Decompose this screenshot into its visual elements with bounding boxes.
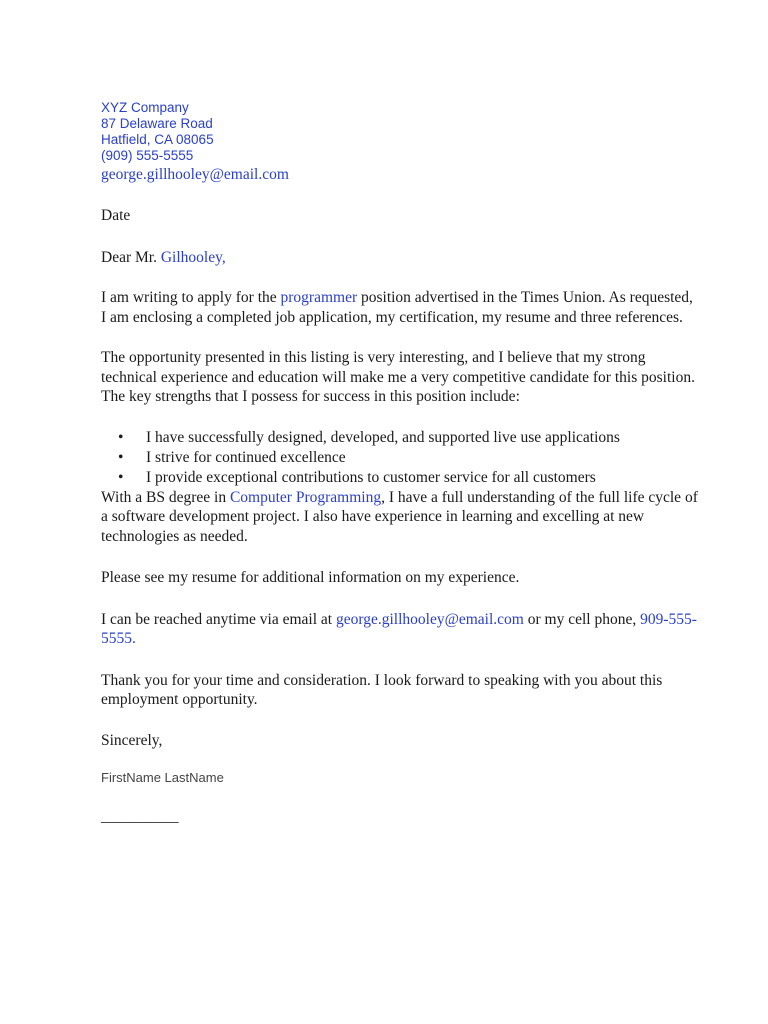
address-email-link[interactable]: george.gillhooley@email.com <box>101 166 289 183</box>
list-item <box>101 448 701 468</box>
contact-text-before: I can be reached anytime via email at <box>101 610 336 628</box>
list-item-text: I have successfully designed, developed, and supported live use applications <box>146 428 620 446</box>
closing: Sincerely, <box>101 731 163 749</box>
list-item <box>101 468 701 488</box>
opening-text-after: position advertised in the Times Union. As requested, I am enclosing a completed job application, my certification, my resume and three references. <box>101 289 693 326</box>
recipient-name-link[interactable]: Gilhooley, <box>160 248 226 266</box>
opening-paragraph <box>101 288 701 327</box>
list-item-text: I strive for continued excellence <box>146 448 346 466</box>
salutation-prefix: Dear Mr. <box>101 248 161 266</box>
opening-text-before: I am writing to apply for the <box>101 289 281 306</box>
position-link[interactable]: programmer <box>280 289 358 306</box>
strengths-list <box>101 428 701 488</box>
salutation <box>101 248 701 268</box>
contact-phone-link[interactable]: 909-555-5555. <box>101 610 697 647</box>
degree-paragraph <box>101 488 701 547</box>
bullet-icon: • <box>118 468 124 486</box>
thank-you-paragraph: Thank you for your time and consideration. I look forward to speaking with you about this employment opportunity. <box>101 671 663 708</box>
city-state-zip: Hatfield, CA 08065 <box>101 132 214 147</box>
contact-paragraph <box>101 610 701 649</box>
contact-text-middle: or my cell phone, <box>523 610 641 628</box>
sender-address <box>101 100 701 164</box>
cover-letter <box>101 100 701 826</box>
list-item-text: I provide exceptional contributions to customer service for all customers <box>146 468 596 486</box>
bullet-icon: • <box>118 448 124 466</box>
degree-text-before: With a BS degree in <box>101 488 230 506</box>
phone-number: (909) 555-5555 <box>101 148 194 163</box>
list-item <box>101 428 701 448</box>
degree-link[interactable]: Computer Programming <box>229 488 382 506</box>
signer-name: FirstName LastName <box>101 770 224 785</box>
street-address: 87 Delaware Road <box>101 116 213 131</box>
opportunity-paragraph: The opportunity presented in this listing is very interesting, and I believe that my strong technical experience and education will make me a very competitive candidate for this position. The key strengths that I possess for success in this position include: <box>101 349 695 405</box>
degree-text-after: , I have a full understanding of the full life cycle of a software development project. I also have experience in learning and excelling at new technologies as needed. <box>101 488 698 545</box>
bullet-icon: • <box>118 428 124 446</box>
resume-paragraph: Please see my resume for additional information on my experience. <box>101 569 520 586</box>
signature-line: __________ <box>101 808 179 825</box>
company-name: XYZ Company <box>101 100 189 115</box>
contact-email-link[interactable]: george.gillhooley@email.com <box>335 610 524 628</box>
letter-date: Date <box>101 207 131 224</box>
